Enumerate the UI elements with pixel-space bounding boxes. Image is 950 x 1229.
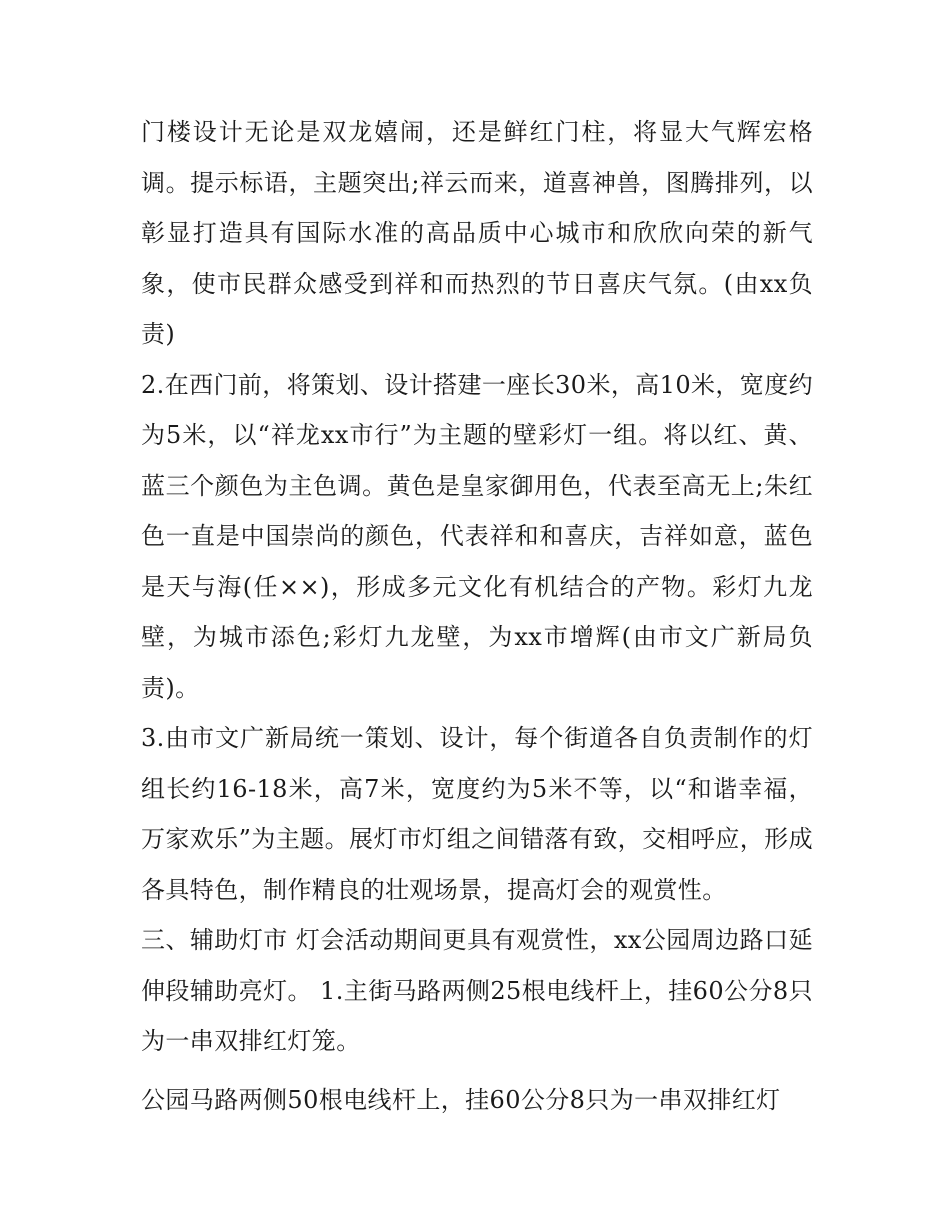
paragraph-gate-design: 门楼设计无论是双龙嬉闹，还是鲜红门柱，将显大气辉宏格调。提示标语，主题突出;祥云而来，道喜神兽，图腾排列，以彰显打造具有国际水准的高品质中心城市和欣欣向荣的新气象，使市民群众感受到祥和而热烈的节日喜庆气氛。(由xx负责) — [141, 118, 813, 348]
paragraph-auxiliary-lights: 三、辅助灯市 灯会活动期间更具有观赏性，xx公园周边路口延伸段辅助亮灯。 1.主街马路两侧25根电线杆上，挂60公分8只为一串双排红灯笼。 — [141, 926, 813, 1055]
paragraph-street-lantern-groups: 3.由市文广新局统一策划、设计，每个街道各自负责制作的灯组长约16-18米，高7米，宽度约为5米不等，以“和谐幸福，万家欢乐”为主题。展灯市灯组之间错落有致，交相呼应，形成各具特色，制作精良的壮观场景，提高灯会的观赏性。 — [141, 724, 813, 904]
paragraph-west-gate-lantern: 2.在西门前，将策划、设计搭建一座长30米，高10米，宽度约为5米，以“祥龙xx市行”为主题的壁彩灯一组。将以红、黄、蓝三个颜色为主色调。黄色是皇家御用色，代表至高无上;朱红色一直是中国崇尚的颜色，代表祥和和喜庆，吉祥如意，蓝色是天与海(任××)，形成多元文化有机结合的产物。彩灯九龙壁，为城市添色;彩灯九龙壁，为xx市增辉(由市文广新局负责)。 — [141, 370, 813, 702]
document-body — [141, 107, 813, 1125]
paragraph-park-road-lanterns: 公园马路两侧50根电线杆上，挂60公分8只为一串双排红灯 — [141, 1085, 781, 1114]
